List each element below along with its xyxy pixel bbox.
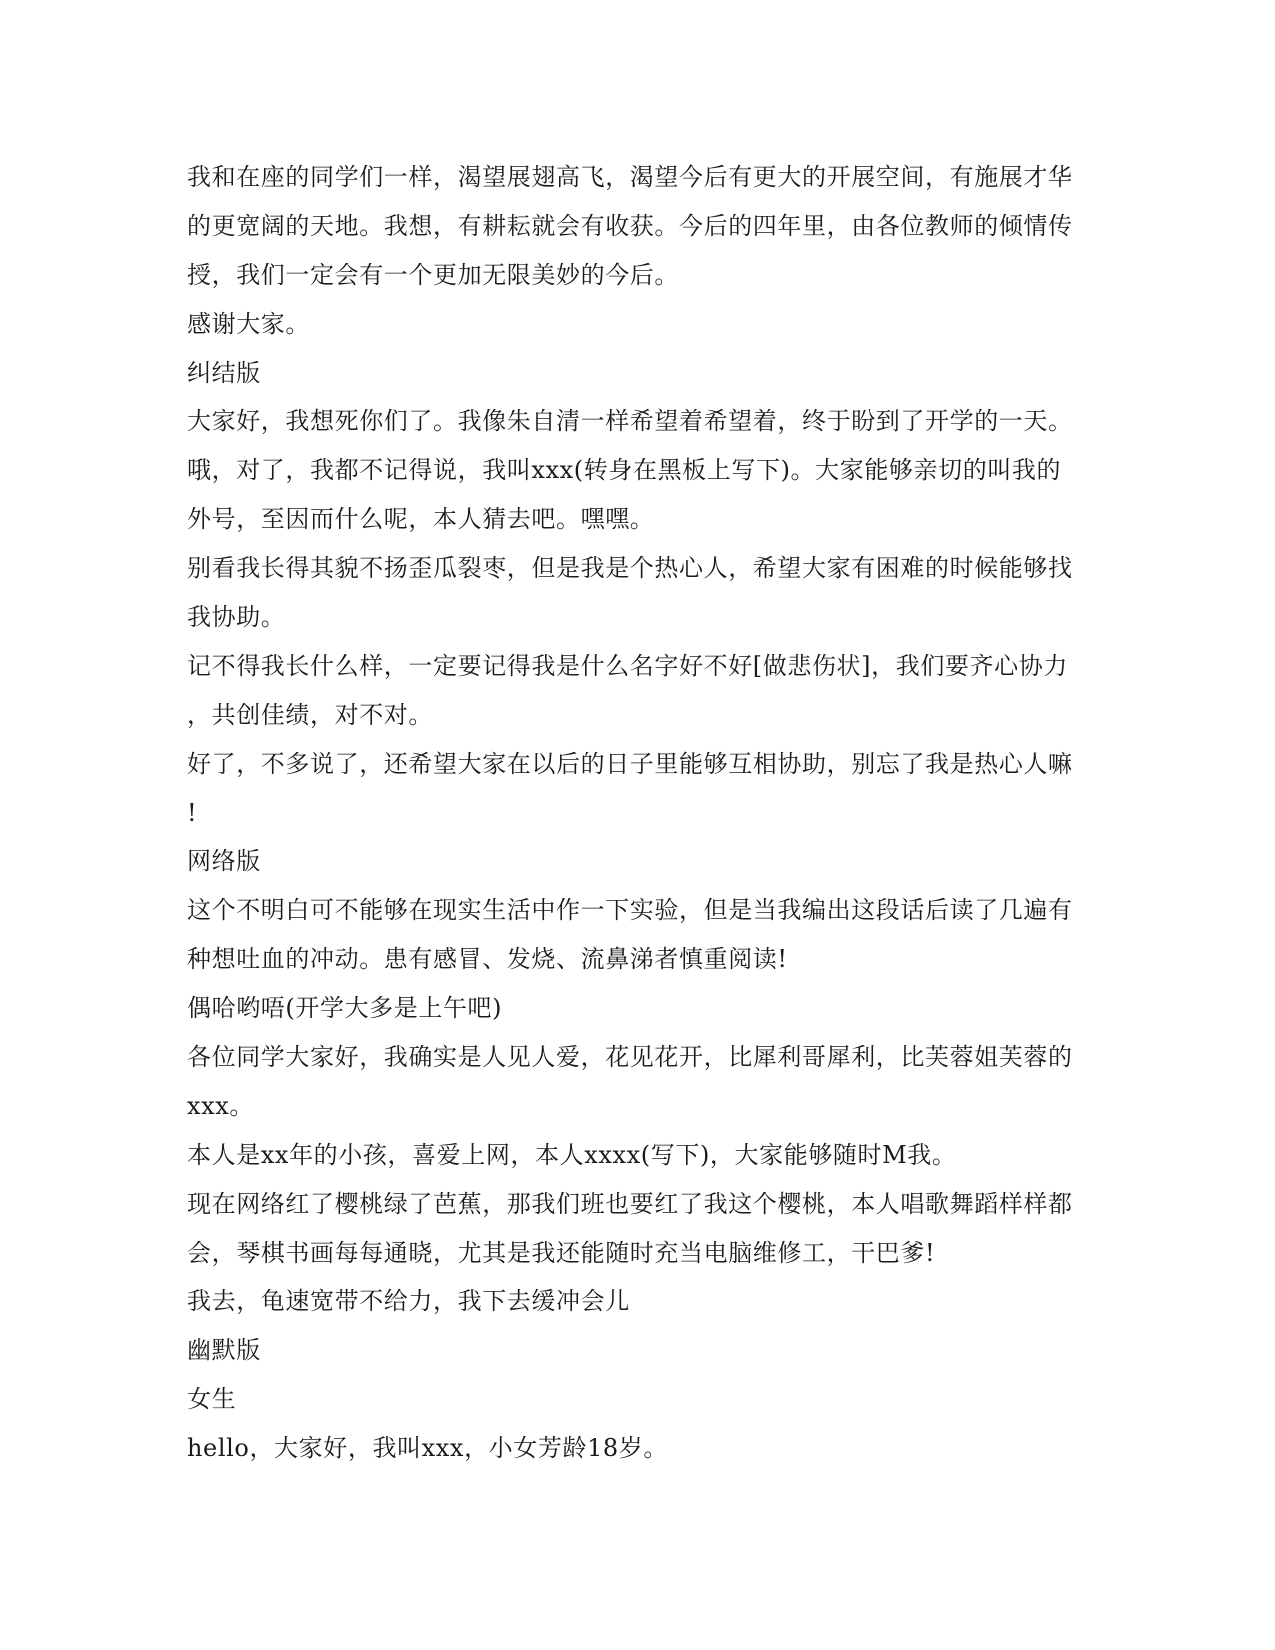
paragraph-line: 本人是xx年的小孩，喜爱上网，本人xxxx(写下)，大家能够随时M我。: [187, 1140, 957, 1169]
paragraph-line: hello，大家好，我叫xxx，小女芳龄18岁。: [187, 1434, 669, 1463]
paragraph-line: 会，琴棋书画每每通晓，尤其是我还能随时充当电脑维修工，干巴爹!: [187, 1238, 936, 1267]
paragraph-line: 我和在座的同学们一样，渴望展翅高飞，渴望今后有更大的开展空间，有施展才华: [187, 163, 1073, 191]
paragraph-line: !: [187, 798, 198, 827]
document-body: [187, 153, 1087, 1473]
paragraph-line: xxx。: [187, 1091, 255, 1120]
section-heading: 幽默版: [187, 1336, 261, 1365]
paragraph-line: 哦，对了，我都不记得说，我叫xxx(转身在黑板上写下)。大家能够亲切的叫我的: [187, 456, 1062, 485]
paragraph-line: 外号，至因而什么呢，本人猜去吧。嘿嘿。: [187, 505, 655, 534]
paragraph-line: 别看我长得其貌不扬歪瓜裂枣，但是我是个热心人，希望大家有困难的时候能够找: [187, 554, 1073, 583]
paragraph-line: 现在网络红了樱桃绿了芭蕉，那我们班也要红了我这个樱桃，本人唱歌舞蹈样样都: [187, 1189, 1073, 1218]
paragraph-line: 种想吐血的冲动。患有感冒、发烧、流鼻涕者慎重阅读!: [187, 945, 788, 974]
paragraph-line: ，共创佳绩，对不对。: [187, 700, 433, 729]
paragraph-line: 这个不明白可不能够在现实生活中作一下实验，但是当我编出这段话后读了几遍有: [187, 896, 1073, 925]
paragraph-line: 各位同学大家好，我确实是人见人爱，花见花开，比犀利哥犀利，比芙蓉姐芙蓉的: [187, 1043, 1073, 1072]
paragraph-line: 授，我们一定会有一个更加无限美妙的今后。: [187, 260, 679, 289]
paragraph-line: 我协助。: [187, 603, 286, 632]
paragraph-line: 记不得我长什么样，一定要记得我是什么名字好不好[做悲伤状]，我们要齐心协力: [187, 651, 1068, 680]
paragraph-line: 偶哈哟唔(开学大多是上午吧): [187, 994, 503, 1023]
section-heading: 网络版: [187, 847, 261, 876]
subsection-heading: 女生: [187, 1385, 237, 1414]
paragraph-line: 我去，龟速宽带不给力，我下去缓冲会儿: [187, 1287, 630, 1316]
section-heading: 纠结版: [187, 358, 261, 387]
paragraph-line: 大家好，我想死你们了。我像朱自清一样希望着希望着，终于盼到了开学的一天。: [187, 407, 1073, 436]
paragraph-line: 好了，不多说了，还希望大家在以后的日子里能够互相协助，别忘了我是热心人嘛: [187, 749, 1073, 778]
paragraph-line: 感谢大家。: [187, 309, 310, 338]
paragraph-line: 的更宽阔的天地。我想，有耕耘就会有收获。今后的四年里，由各位教师的倾情传: [187, 211, 1073, 240]
